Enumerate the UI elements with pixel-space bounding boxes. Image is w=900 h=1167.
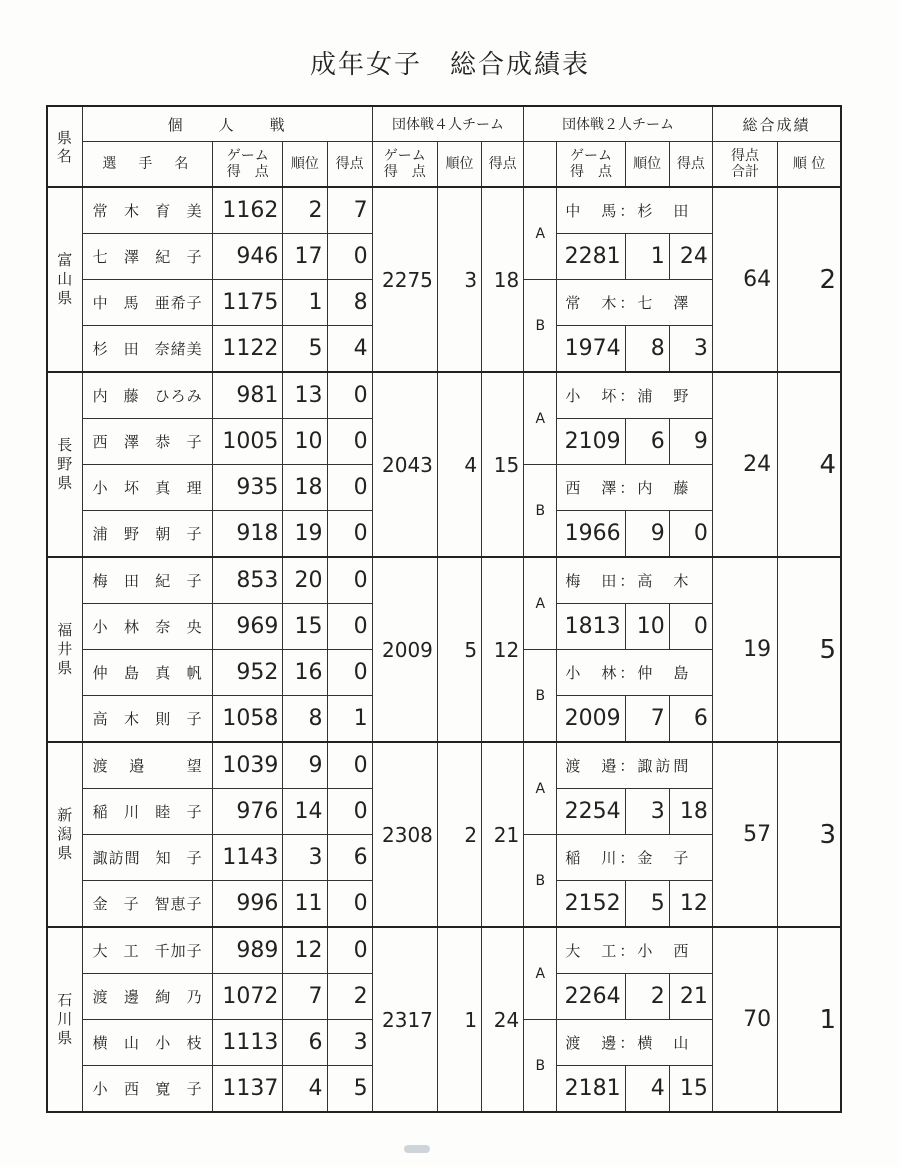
team4-score: 2308: [372, 742, 437, 927]
team4-points-header: 得点: [482, 142, 524, 188]
points-header: 得点: [327, 142, 372, 188]
team2-points-header: 得点: [669, 142, 712, 188]
player-name-part: 田: [123, 572, 140, 590]
player-name-part: 奈: [155, 618, 172, 636]
team2-game-score: 2009: [557, 696, 625, 743]
player-name-part: 子: [186, 572, 203, 590]
player-name-part: 西: [123, 1080, 140, 1098]
player-name-part: 邉: [129, 757, 146, 775]
player-name-part: 寛: [155, 1080, 172, 1098]
player-name-part: 中: [92, 294, 109, 312]
player-name-part: 木: [123, 710, 140, 728]
prefecture-name-text: 新潟県: [57, 806, 73, 862]
player-name-part: 大: [92, 942, 109, 960]
player-game-score: 1113: [213, 1020, 283, 1066]
player-game-score: 935: [213, 465, 283, 511]
table-row: [47, 927, 841, 974]
page-mark: [404, 1145, 430, 1153]
table-row: [47, 742, 841, 789]
player-name-part: 望: [186, 757, 203, 775]
player-name-part: 常: [92, 202, 109, 220]
team4-rank: 3: [437, 187, 481, 372]
player-name-part: 馬: [123, 294, 140, 312]
total-points: 70: [712, 927, 777, 1112]
team4-points: 21: [482, 742, 524, 927]
player-name: [82, 789, 212, 835]
team2-pair: 渡 邊：横 山: [557, 1020, 713, 1066]
player-name: [82, 835, 212, 881]
team2-rank: 10: [625, 604, 669, 650]
player-name-part: 田: [123, 340, 140, 358]
team4-score: 2043: [372, 372, 437, 557]
player-name-part: 木: [123, 202, 140, 220]
player-points: 1: [327, 696, 372, 743]
player-name-part: 浦: [92, 525, 109, 543]
player-name-part: 奈緒美: [154, 340, 203, 358]
team4-points: 15: [482, 372, 524, 557]
team4-points: 24: [482, 927, 524, 1112]
player-points: 0: [327, 511, 372, 558]
individual-header: 個 人 戦: [82, 106, 372, 142]
prefecture-name: [47, 742, 82, 927]
player-name-part: 島: [123, 664, 140, 682]
player-name: [82, 927, 212, 974]
player-game-score: 1058: [213, 696, 283, 743]
player-name-part: 亜希子: [154, 294, 203, 312]
player-rank: 13: [283, 372, 327, 419]
team2-rank: 8: [625, 326, 669, 373]
team2-label: A: [524, 927, 557, 1020]
player-name-part: 朝: [155, 525, 172, 543]
player-name-part: 千加子: [154, 942, 203, 960]
team2-game-score: 2109: [557, 419, 625, 465]
player-name-part: 高: [92, 710, 109, 728]
player-name-part: 紀: [155, 572, 172, 590]
team4-rank: 2: [437, 742, 481, 927]
team2-points: 24: [669, 234, 712, 280]
team2-game-score: 2152: [557, 881, 625, 928]
player-rank: 10: [283, 419, 327, 465]
team4-header: 団体戦４人チーム: [372, 106, 524, 142]
player-name-part: 諏訪間: [92, 849, 141, 867]
team2-label: A: [524, 372, 557, 465]
overall-header: 総合成績: [712, 106, 841, 142]
team2-pair: 梅 田：高 木: [557, 557, 713, 604]
player-points: 6: [327, 835, 372, 881]
team2-game-score: 2181: [557, 1066, 625, 1113]
team4-score: 2317: [372, 927, 437, 1112]
table-row: [47, 187, 841, 234]
team2-label: B: [524, 650, 557, 743]
overall-rank: 2: [778, 187, 841, 372]
player-name-part: 真: [155, 479, 172, 497]
player-name-part: 川: [123, 803, 140, 821]
player-name-part: 小: [92, 618, 109, 636]
page-title: 成年女子 総合成績表: [309, 50, 590, 80]
team4-rank-header: 順位: [437, 142, 481, 188]
player-name-part: 澤: [123, 433, 140, 451]
player-name: [82, 372, 212, 419]
team2-rank-header: 順位: [625, 142, 669, 188]
team4-score: 2275: [372, 187, 437, 372]
team2-score-header: ゲーム 得 点: [557, 142, 625, 188]
player-name: [82, 742, 212, 789]
player-points: 0: [327, 650, 372, 696]
player-name-part: 渡: [92, 757, 109, 775]
player-name-part: 杉: [92, 340, 109, 358]
team2-points: 15: [669, 1066, 712, 1113]
player-name: [82, 650, 212, 696]
player-name-part: 理: [186, 479, 203, 497]
player-name-part: 子: [123, 895, 140, 913]
player-rank: 5: [283, 326, 327, 373]
team2-label: A: [524, 557, 557, 650]
player-name-part: 邊: [123, 988, 140, 1006]
team2-label-header: [524, 142, 557, 188]
player-rank: 7: [283, 974, 327, 1020]
player-name-part: 絢: [155, 988, 172, 1006]
player-name-part: 子: [186, 433, 203, 451]
player-name-part: 横: [92, 1034, 109, 1052]
overall-rank-header: 順 位: [778, 142, 841, 188]
player-rank: 20: [283, 557, 327, 604]
player-points: 0: [327, 742, 372, 789]
team2-rank: 6: [625, 419, 669, 465]
player-rank: 11: [283, 881, 327, 928]
team2-points: 21: [669, 974, 712, 1020]
player-points: 4: [327, 326, 372, 373]
player-name-part: 子: [186, 803, 203, 821]
team2-label: A: [524, 742, 557, 835]
player-name: [82, 974, 212, 1020]
player-game-score: 946: [213, 234, 283, 280]
player-rank: 12: [283, 927, 327, 974]
team2-label: B: [524, 465, 557, 558]
player-points: 0: [327, 927, 372, 974]
player-name: [82, 234, 212, 280]
team2-pair: 小 林：仲 島: [557, 650, 713, 696]
team4-rank: 5: [437, 557, 481, 742]
team4-rank: 4: [437, 372, 481, 557]
player-rank: 16: [283, 650, 327, 696]
player-points: 2: [327, 974, 372, 1020]
team2-rank: 2: [625, 974, 669, 1020]
team2-pair: 稲 川：金 子: [557, 835, 713, 881]
player-rank: 19: [283, 511, 327, 558]
team2-label: B: [524, 1020, 557, 1113]
team2-pair: 西 澤：内 藤: [557, 465, 713, 511]
pref-header-text: 県名: [56, 128, 74, 165]
player-name-part: 知: [155, 849, 172, 867]
player-game-score: 952: [213, 650, 283, 696]
team4-rank: 1: [437, 927, 481, 1112]
pref-header: [47, 106, 82, 187]
player-name: [82, 1066, 212, 1113]
player-name: [82, 604, 212, 650]
player-name-part: 林: [123, 618, 140, 636]
player-rank: 18: [283, 465, 327, 511]
player-name-part: 渡: [92, 988, 109, 1006]
team2-points: 0: [669, 604, 712, 650]
prefecture-name-text: 石川県: [57, 991, 73, 1047]
team2-label: B: [524, 280, 557, 373]
team2-label: B: [524, 835, 557, 928]
game-score-header: ゲーム 得 点: [213, 142, 283, 188]
player-name: [82, 881, 212, 928]
player-points: 3: [327, 1020, 372, 1066]
team2-rank: 3: [625, 789, 669, 835]
team2-points: 6: [669, 696, 712, 743]
results-table: [46, 105, 842, 1113]
player-rank: 1: [283, 280, 327, 326]
player-game-score: 989: [213, 927, 283, 974]
team4-score-header: ゲーム 得 点: [372, 142, 437, 188]
team2-game-score: 1813: [557, 604, 625, 650]
team2-pair: 大 工：小 西: [557, 927, 713, 974]
team2-header: 団体戦２人チーム: [524, 106, 713, 142]
player-game-score: 1143: [213, 835, 283, 881]
player-name-part: ひろみ: [154, 387, 203, 405]
player-name-part: 工: [123, 942, 140, 960]
player-name-part: 内: [92, 387, 109, 405]
player-points: 0: [327, 234, 372, 280]
team2-game-score: 2254: [557, 789, 625, 835]
player-name-part: 智恵子: [154, 895, 203, 913]
player-rank: 8: [283, 696, 327, 743]
player-name-part: 野: [123, 525, 140, 543]
player-game-score: 1175: [213, 280, 283, 326]
player-name: [82, 326, 212, 373]
player-name-part: 枝: [186, 1034, 203, 1052]
player-name-part: 子: [186, 710, 203, 728]
player-name-part: 子: [186, 248, 203, 266]
table-row: [47, 372, 841, 419]
team2-pair: 中 馬：杉 田: [557, 187, 713, 234]
prefecture-name-text: 福井県: [57, 621, 73, 677]
player-points: 0: [327, 465, 372, 511]
team2-label: A: [524, 187, 557, 280]
total-points: 24: [712, 372, 777, 557]
player-name: [82, 1020, 212, 1066]
player-rank: 17: [283, 234, 327, 280]
team2-pair: 小 坏：浦 野: [557, 372, 713, 419]
team2-points: 3: [669, 326, 712, 373]
team2-game-score: 2264: [557, 974, 625, 1020]
prefecture-name-text: 富山県: [57, 251, 73, 307]
overall-rank: 4: [778, 372, 841, 557]
player-game-score: 969: [213, 604, 283, 650]
player-rank: 6: [283, 1020, 327, 1066]
player-name: [82, 280, 212, 326]
player-name-part: 稲: [92, 803, 109, 821]
team4-points: 18: [482, 187, 524, 372]
player-name-part: 子: [186, 525, 203, 543]
player-game-score: 1122: [213, 326, 283, 373]
player-name-part: 小: [155, 1034, 172, 1052]
player-name-part: 小: [92, 1080, 109, 1098]
total-points: 57: [712, 742, 777, 927]
team2-points: 18: [669, 789, 712, 835]
team2-game-score: 1974: [557, 326, 625, 373]
total-points: 19: [712, 557, 777, 742]
player-name-part: 仲: [92, 664, 109, 682]
player-game-score: 981: [213, 372, 283, 419]
player-rank: 9: [283, 742, 327, 789]
player-game-score: 1137: [213, 1066, 283, 1113]
player-game-score: 1162: [213, 187, 283, 234]
prefecture-name: [47, 927, 82, 1112]
player-name-part: 金: [92, 895, 109, 913]
player-name-part: 帆: [186, 664, 203, 682]
player-name: [82, 187, 212, 234]
player-name-header: 選 手 名: [82, 142, 212, 188]
player-rank: 14: [283, 789, 327, 835]
rank-header: 順位: [283, 142, 327, 188]
player-rank: 4: [283, 1066, 327, 1113]
team2-rank: 1: [625, 234, 669, 280]
player-points: 0: [327, 419, 372, 465]
player-points: 0: [327, 557, 372, 604]
prefecture-name: [47, 557, 82, 742]
player-points: 8: [327, 280, 372, 326]
player-game-score: 1072: [213, 974, 283, 1020]
player-name-part: 小: [92, 479, 109, 497]
player-name-part: 乃: [186, 988, 203, 1006]
prefecture-name-text: 長野県: [57, 436, 73, 492]
table-row: [47, 557, 841, 604]
player-game-score: 1005: [213, 419, 283, 465]
team2-pair: 渡 邉：諏訪間: [557, 742, 713, 789]
player-rank: 2: [283, 187, 327, 234]
overall-rank: 5: [778, 557, 841, 742]
player-name-part: 澤: [123, 248, 140, 266]
overall-rank: 1: [778, 927, 841, 1112]
player-name-part: 美: [186, 202, 203, 220]
player-points: 0: [327, 372, 372, 419]
team2-rank: 7: [625, 696, 669, 743]
player-name: [82, 557, 212, 604]
player-game-score: 853: [213, 557, 283, 604]
team2-rank: 9: [625, 511, 669, 558]
player-name-part: 恭: [155, 433, 172, 451]
player-name-part: 紀: [155, 248, 172, 266]
prefecture-name: [47, 187, 82, 372]
prefecture-name: [47, 372, 82, 557]
team4-score: 2009: [372, 557, 437, 742]
total-points-header: 得点 合計: [712, 142, 777, 188]
team2-rank: 5: [625, 881, 669, 928]
player-name-part: 睦: [155, 803, 172, 821]
player-rank: 15: [283, 604, 327, 650]
player-game-score: 976: [213, 789, 283, 835]
player-name-part: 山: [123, 1034, 140, 1052]
overall-rank: 3: [778, 742, 841, 927]
player-name-part: 子: [186, 849, 203, 867]
team2-points: 12: [669, 881, 712, 928]
player-name: [82, 696, 212, 743]
player-game-score: 996: [213, 881, 283, 928]
player-name-part: 梅: [92, 572, 109, 590]
team2-points: 9: [669, 419, 712, 465]
team2-game-score: 1966: [557, 511, 625, 558]
team2-pair: 常 木：七 澤: [557, 280, 713, 326]
player-rank: 3: [283, 835, 327, 881]
player-points: 5: [327, 1066, 372, 1113]
player-game-score: 918: [213, 511, 283, 558]
player-points: 0: [327, 789, 372, 835]
player-points: 7: [327, 187, 372, 234]
team4-points: 12: [482, 557, 524, 742]
team2-game-score: 2281: [557, 234, 625, 280]
total-points: 64: [712, 187, 777, 372]
player-name-part: 西: [92, 433, 109, 451]
player-name-part: 藤: [123, 387, 140, 405]
player-name-part: 子: [186, 1080, 203, 1098]
player-game-score: 1039: [213, 742, 283, 789]
player-name-part: 則: [155, 710, 172, 728]
player-points: 0: [327, 881, 372, 928]
player-name-part: 育: [155, 202, 172, 220]
player-name: [82, 419, 212, 465]
player-name: [82, 465, 212, 511]
player-name-part: 坏: [123, 479, 140, 497]
player-name-part: 七: [92, 248, 109, 266]
team2-points: 0: [669, 511, 712, 558]
player-name: [82, 511, 212, 558]
player-name-part: 央: [186, 618, 203, 636]
team2-rank: 4: [625, 1066, 669, 1113]
player-name-part: 真: [155, 664, 172, 682]
player-points: 0: [327, 604, 372, 650]
